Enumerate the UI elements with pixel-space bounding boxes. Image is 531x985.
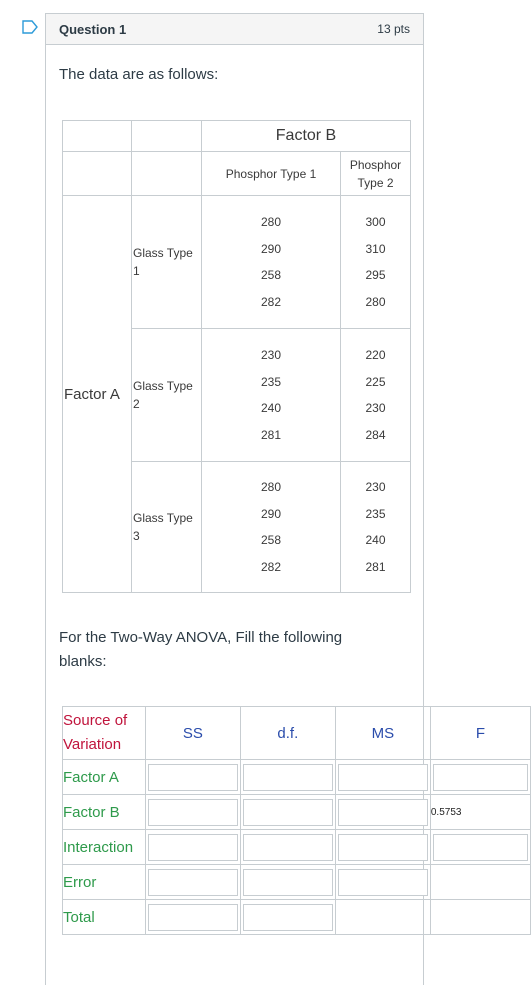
question-title: Question 1 xyxy=(59,21,127,37)
cell-values: 230 235 240 281 xyxy=(341,462,411,593)
instructions-text: For the Two-Way ANOVA, Fill the following blanks: xyxy=(59,629,343,670)
df-total-input[interactable] xyxy=(243,904,333,931)
ss-factor-a-input[interactable] xyxy=(148,764,238,791)
cell-values: 280 290 258 282 xyxy=(202,196,341,329)
factor-a-label: Factor A xyxy=(63,196,132,593)
anova-table xyxy=(62,706,531,935)
cell-values: 220 225 230 284 xyxy=(341,329,411,462)
df-factor-a-input[interactable] xyxy=(243,764,333,791)
flag-icon[interactable] xyxy=(22,20,38,34)
ss-factor-b-input[interactable] xyxy=(148,799,238,826)
source-header: Source of Variation xyxy=(63,707,146,760)
glass-type-label: Glass Type 2 xyxy=(132,329,202,462)
phosphor-type-1-header: Phosphor Type 1 xyxy=(202,152,341,196)
question-header xyxy=(46,14,423,45)
cell-values: 300 310 295 280 xyxy=(341,196,411,329)
row-label-interaction: Interaction xyxy=(63,830,146,865)
ms-error-input[interactable] xyxy=(338,869,428,896)
ms-interaction-input[interactable] xyxy=(338,834,428,861)
df-error-input[interactable] xyxy=(243,869,333,896)
f-header: F xyxy=(430,707,530,760)
row-label-error: Error xyxy=(63,865,146,900)
glass-type-label: Glass Type 3 xyxy=(132,462,202,593)
ms-factor-b-input[interactable] xyxy=(338,799,428,826)
row-label-factor-a: Factor A xyxy=(63,760,146,795)
cell-values: 230 235 240 281 xyxy=(202,329,341,462)
f-factor-a-input[interactable] xyxy=(433,764,528,791)
cell-values: 280 290 258 282 xyxy=(202,462,341,593)
glass-type-label: Glass Type 1 xyxy=(132,196,202,329)
ss-error-input[interactable] xyxy=(148,869,238,896)
ss-header: SS xyxy=(145,707,240,760)
row-label-factor-b: Factor B xyxy=(63,795,146,830)
ss-interaction-input[interactable] xyxy=(148,834,238,861)
f-interaction-input[interactable] xyxy=(433,834,528,861)
data-table xyxy=(62,120,411,593)
ss-total-input[interactable] xyxy=(148,904,238,931)
ms-factor-a-input[interactable] xyxy=(338,764,428,791)
question-points: 13 pts xyxy=(377,22,410,36)
f-factor-b-value: 0.5753 xyxy=(430,795,530,830)
row-label-total: Total xyxy=(63,900,146,935)
df-factor-b-input[interactable] xyxy=(243,799,333,826)
intro-text: The data are as follows: xyxy=(59,66,219,83)
df-header: d.f. xyxy=(240,707,335,760)
ms-header: MS xyxy=(335,707,430,760)
df-interaction-input[interactable] xyxy=(243,834,333,861)
phosphor-type-2-header: Phosphor Type 2 xyxy=(341,152,411,196)
factor-b-header: Factor B xyxy=(202,121,411,152)
